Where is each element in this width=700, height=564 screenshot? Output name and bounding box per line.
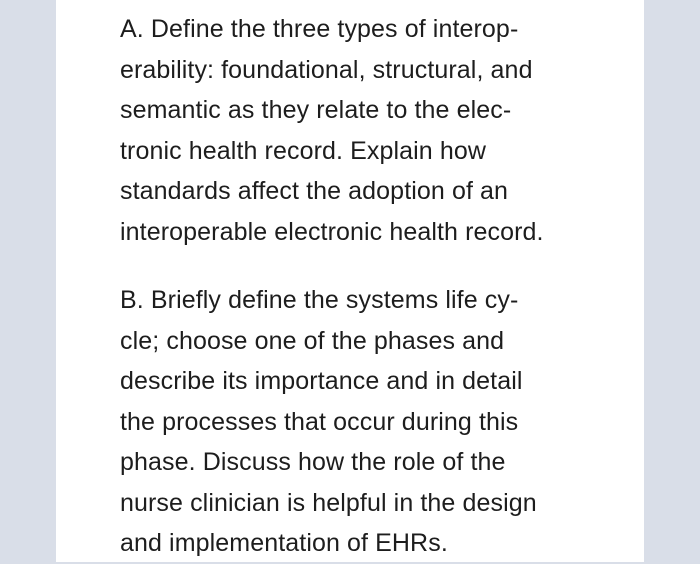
question-b-line: cle; choose one of the phases and <box>120 326 505 355</box>
question-a-line: semantic as they relate to the elec- <box>120 96 512 124</box>
question-b <box>120 280 644 564</box>
question-a <box>120 9 644 252</box>
question-b-line: B. Briefly define the systems life cy- <box>120 286 519 314</box>
question-b-line: and implementation of EHRs. <box>120 529 448 557</box>
question-b-line: phase. Discuss how the role of the <box>120 448 506 476</box>
question-a-line: erability: foundational, structural, and <box>120 55 533 84</box>
question-b-line: nurse clinician is helpful in the design <box>120 488 537 517</box>
question-a-line: interoperable electronic health record. <box>120 217 544 246</box>
question-sheet <box>56 0 644 562</box>
question-a-line: tronic health record. Explain how <box>120 136 486 165</box>
question-a-line: A. Define the three types of interop- <box>120 15 519 43</box>
question-a-line: standards affect the adoption of an <box>120 177 509 205</box>
question-b-line: describe its importance and in detail <box>120 367 523 395</box>
question-b-line: the processes that occur during this <box>120 407 519 436</box>
